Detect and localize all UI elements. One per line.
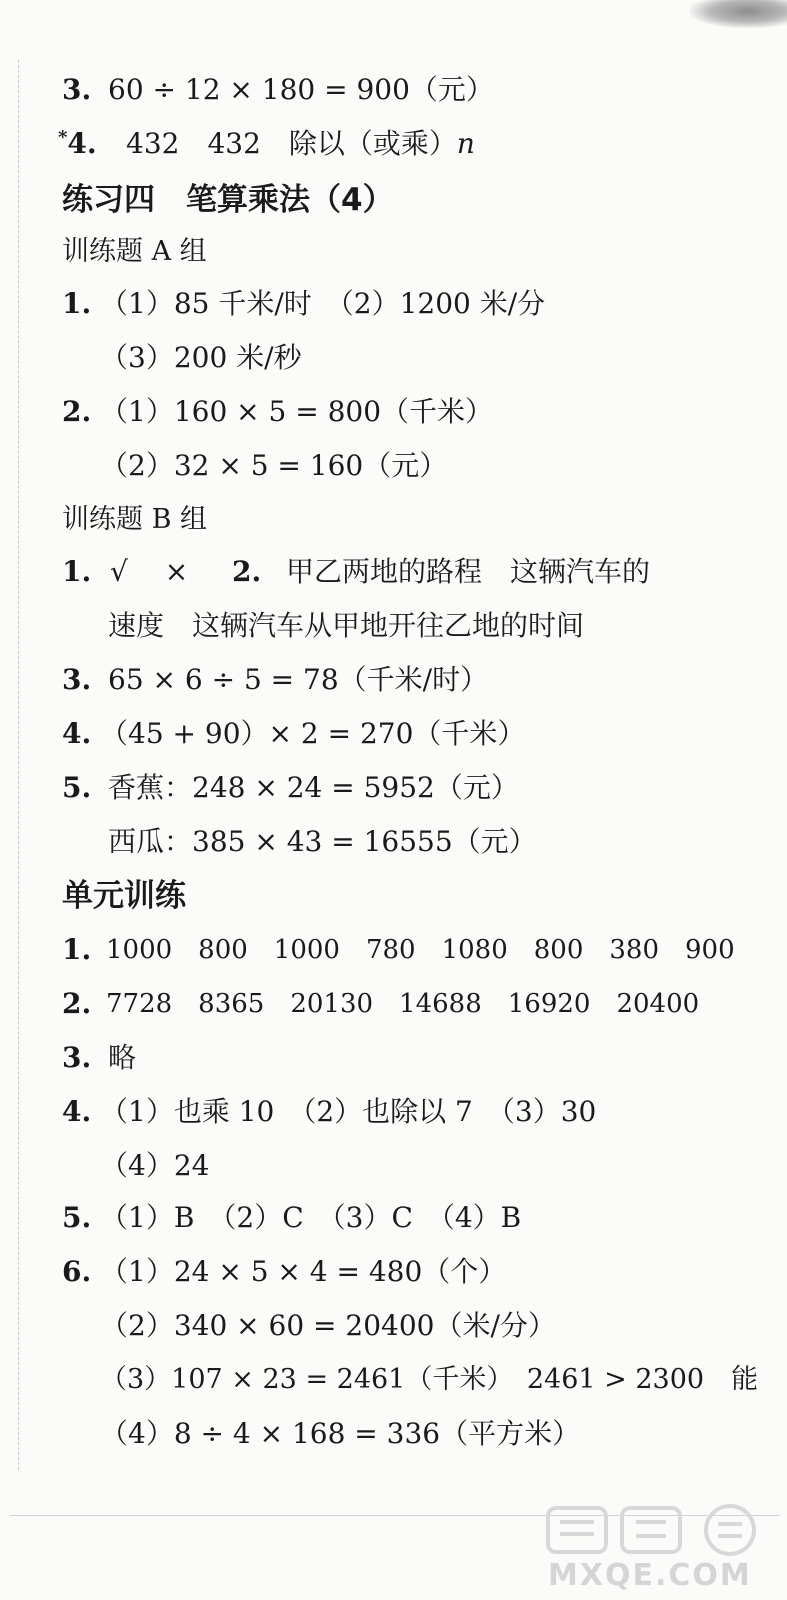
answer-text: 甲乙两地的路程 这辆汽车的 bbox=[286, 555, 651, 588]
answer-text: （1）B （2）C （3）C （4）B bbox=[100, 1201, 522, 1234]
section-heading: 单元训练 bbox=[62, 878, 186, 914]
item-number: 5. bbox=[62, 771, 92, 804]
answer-text: （3）200 米/秒 bbox=[100, 341, 302, 374]
answer-text: 速度 这辆汽车从甲地开往乙地的时间 bbox=[108, 609, 585, 642]
item-number: *4. bbox=[58, 127, 97, 160]
item-number: 6. bbox=[62, 1255, 92, 1288]
item-number: 2. bbox=[62, 395, 92, 428]
answer-text: （2）340 × 60 = 20400（米/分） bbox=[100, 1309, 556, 1342]
item-number: 3. bbox=[62, 1041, 92, 1074]
item-number: 2. bbox=[232, 555, 262, 588]
answer-text: （1）24 × 5 × 4 = 480（个） bbox=[100, 1255, 507, 1288]
group-title: 训练题 A 组 bbox=[62, 236, 207, 267]
item-number: 4. bbox=[62, 1095, 92, 1128]
item-number: 4. bbox=[62, 717, 92, 750]
answer-text: 西瓜：385 × 43 = 16555（元） bbox=[108, 825, 537, 858]
item-number: 3. bbox=[62, 73, 92, 106]
item-number: 5. bbox=[62, 1201, 92, 1234]
answer-text: （1）160 × 5 = 800（千米） bbox=[100, 395, 494, 428]
binding-margin-line bbox=[18, 60, 19, 1470]
answer-text: 1000 800 1000 780 1080 800 380 900 bbox=[106, 935, 735, 965]
section-heading: 练习四 笔算乘法（4） bbox=[62, 182, 394, 218]
answer-text: （2）32 × 5 = 160（元） bbox=[100, 449, 448, 482]
answer-text: 7728 8365 20130 14688 16920 20400 bbox=[106, 989, 700, 1019]
watermark-url: MXQE.COM bbox=[548, 1558, 752, 1593]
answer-text: （4）8 ÷ 4 × 168 = 336（平方米） bbox=[100, 1417, 581, 1450]
item-number: 2. bbox=[62, 987, 92, 1020]
group-title: 训练题 B 组 bbox=[62, 504, 208, 535]
item-number: 1. bbox=[62, 555, 92, 588]
item-number: 3. bbox=[62, 663, 92, 696]
answer-text: （4）24 bbox=[100, 1149, 210, 1182]
item-number: 1. bbox=[62, 933, 92, 966]
item-number: 1. bbox=[62, 287, 92, 320]
watermark bbox=[540, 1500, 780, 1595]
watermark-logo-icon bbox=[540, 1500, 780, 1558]
scan-corner-shadow bbox=[690, 0, 787, 28]
answer-text: 香蕉：248 × 24 = 5952（元） bbox=[108, 771, 519, 804]
answer-text: 432 432 除以（或乘）n bbox=[126, 127, 475, 160]
answer-text: 65 × 6 ÷ 5 = 78（千米/时） bbox=[108, 663, 489, 696]
answer-text: （45 + 90）× 2 = 270（千米） bbox=[100, 717, 526, 750]
answer-text: 略 bbox=[108, 1041, 137, 1074]
answer-text: （1）也乘 10 （2）也除以 7 （3）30 bbox=[100, 1095, 597, 1128]
answer-text: 60 ÷ 12 × 180 = 900（元） bbox=[108, 73, 494, 106]
answer-text: （3）107 × 23 = 2461（千米） 2461 > 2300 能 bbox=[100, 1364, 759, 1395]
answer-text: （1）85 千米/时 （2）1200 米/分 bbox=[100, 287, 546, 320]
answer-text: √ × bbox=[110, 555, 217, 588]
